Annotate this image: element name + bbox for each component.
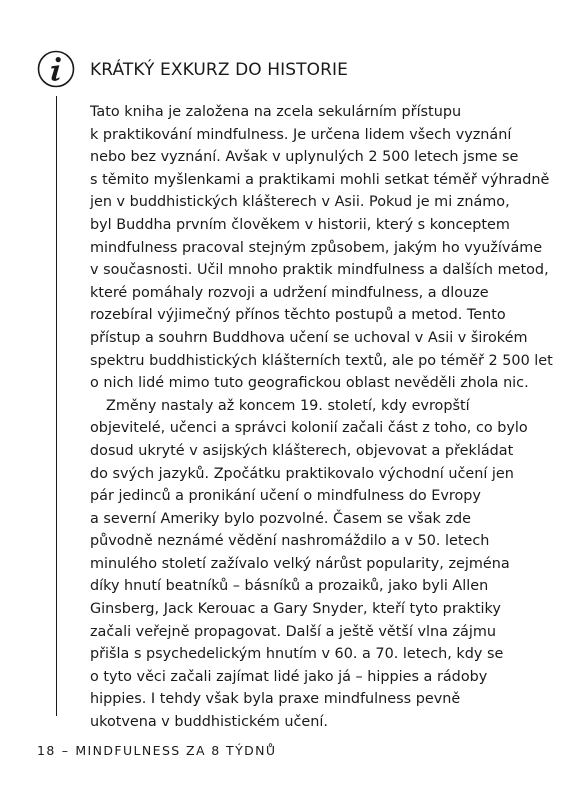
- text-line: hippies. I tehdy však byla praxe mindfulness pevně: [90, 691, 461, 708]
- text-line: o nich lidé mimo tuto geografickou oblast nevěděli zhola nic.: [90, 375, 529, 392]
- text-line: přístup a souhrn Buddhova učení se uchoval v Asii v širokém: [90, 329, 528, 346]
- text-line: a severní Ameriky bylo pozvolné. Časem se však zde: [90, 510, 471, 527]
- text-line: objevitelé, učenci a správci kolonií začali část z toho, co bylo: [90, 420, 528, 437]
- text-line: o tyto věci začali zajímat lidé jako já – hippies a rádoby: [90, 668, 488, 685]
- text-line: rozebíral výjimečný přínos těchto postupů a metod. Tento: [90, 307, 506, 324]
- text-line: mindfulness pracoval stejným způsobem, jakým ho využíváme: [90, 239, 543, 256]
- page-number: 18: [37, 743, 56, 758]
- text-line: nebo bez vyznání. Avšak v uplynulých 2 500 letech jsme se: [90, 149, 519, 166]
- text-line: dosud ukryté v asijských klášterech, objevovat a překládat: [90, 442, 514, 459]
- text-line: do svých jazyků. Zpočátku praktikovalo východní učení jen: [90, 465, 514, 482]
- text-line: k praktikování mindfulness. Je určena lidem všech vyznání: [90, 126, 512, 143]
- text-line: které pomáhaly rozvoji a udržení mindfulness, a dlouze: [90, 284, 489, 301]
- text-line: spektru buddhistických klášterních textů, ale po téměř 2 500 let: [90, 352, 553, 369]
- text-line: Změny nastaly až koncem 19. století, kdy evropští: [106, 397, 470, 414]
- running-title: MINDFULNESS ZA 8 TÝDNŮ: [75, 743, 277, 758]
- text-line: jen v buddhistických klášterech v Asii. Pokud je mi známo,: [90, 194, 510, 211]
- paragraph-1: [90, 101, 553, 395]
- box-title: KRÁTKÝ EXKURZ DO HISTORIE: [90, 60, 348, 80]
- paragraph-2: [90, 395, 530, 734]
- info-icon: [37, 50, 75, 88]
- text-line: pár jedinců a pronikání učení o mindfulness do Evropy: [90, 488, 481, 505]
- text-line: s těmito myšlenkami a praktikami mohli setkat téměř výhradně: [90, 171, 550, 188]
- text-line: začali veřejně propagovat. Další a ještě větší vlna zájmu: [90, 623, 497, 640]
- footer-separator: –: [61, 743, 70, 758]
- box-side-rule: [56, 96, 57, 716]
- text-line: minulého století zažívalo velký nárůst popularity, zejména: [90, 555, 510, 572]
- text-line: v současnosti. Učil mnoho praktik mindfulness a dalších metod,: [90, 262, 549, 279]
- text-line: původně neznámé vědění nashromáždilo a v 50. letech: [90, 533, 490, 550]
- text-line: Ginsberg, Jack Kerouac a Gary Snyder, kteří tyto praktiky: [90, 601, 501, 618]
- text-line: díky hnutí beatníků – básníků a prozaiků, jako byli Allen: [90, 578, 489, 595]
- body-text: [90, 101, 553, 734]
- text-line: Tato kniha je založena na zcela sekulárním přístupu: [90, 104, 462, 120]
- text-line: ukotvena v buddhistickém učení.: [90, 714, 328, 731]
- text-line: přišla s psychedelickým hnutím v 60. a 70. letech, kdy se: [90, 646, 504, 663]
- page-footer: [37, 743, 276, 758]
- text-line: byl Buddha prvním člověkem v historii, který s konceptem: [90, 216, 510, 233]
